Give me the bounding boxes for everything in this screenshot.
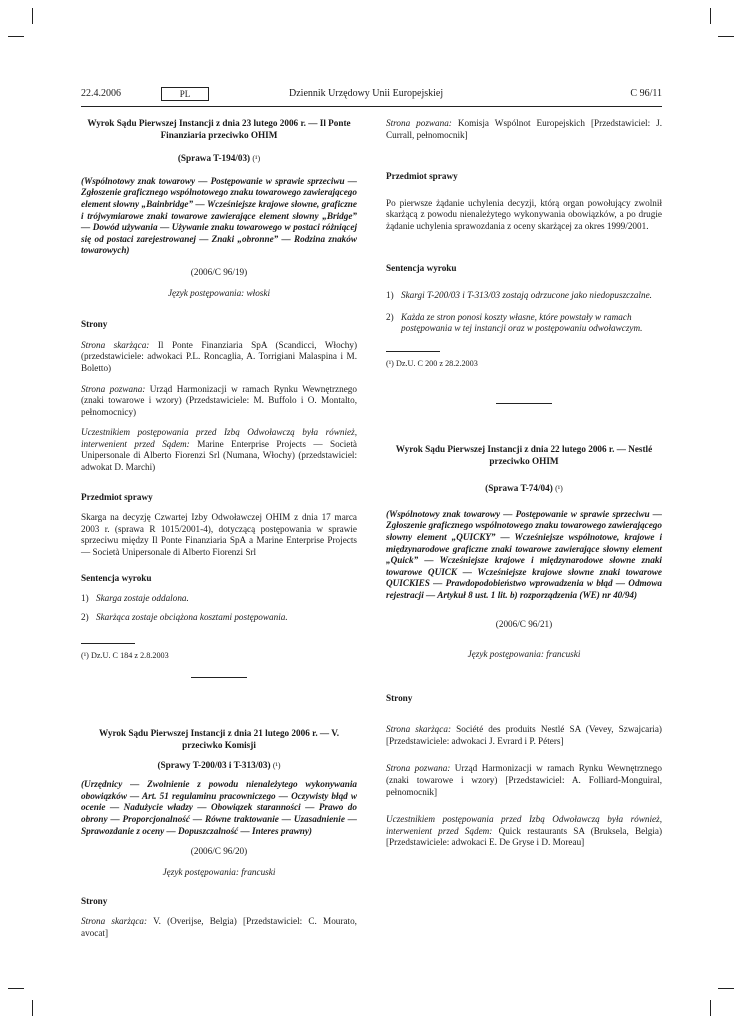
defendant: Strona pozwana: Urząd Harmonizacji w ramach Rynku Wewnętrznego (znaki towarowe i wzory) (Przedstawiciele: M. Buffolo i O. Montalto, pełnomocnicy) xyxy=(81,383,357,417)
crop-mark xyxy=(710,8,711,24)
crop-mark xyxy=(8,36,24,37)
parties-heading: Strony xyxy=(81,896,108,907)
judgment-title: Wyrok Sądu Pierwszej Instancji z dnia 21 lutego 2006 r. — V. przeciwko Komisji xyxy=(99,728,339,750)
publication-reference: (2006/C 96/19) xyxy=(190,266,248,277)
publication-reference: (2006/C 96/20) xyxy=(190,846,248,857)
language-of-case: Język postępowania: francuski xyxy=(467,649,581,660)
subject-text: Skarga na decyzję Czwartej Izby Odwoławczej OHIM z dnia 17 marca 2003 r. (sprawa R 1015/2001-4), dotyczącą postępowania w sprawie sprzeciwu między Il Ponte Finanziaria SpA a Marine Enterprise Projects — Società Unipersonale di Alberto Fiorenzi Srl xyxy=(81,512,357,558)
crop-mark xyxy=(32,8,33,24)
left-column xyxy=(81,118,357,939)
operative-heading: Sentencja wyroku xyxy=(386,262,457,273)
applicant: Strona skarżąca: V. (Overijse, Belgia) [Przedstawiciel: C. Mourato, avocat] xyxy=(81,915,357,938)
language-of-case: Język postępowania: francuski xyxy=(162,866,276,877)
subject-text: Po pierwsze żądanie uchylenia decyzji, którą organ powołujący zwolnił skarżącą z powodu nienależytego wykonywania obowiązków, a po drugie żądanie uchylenia sprawozdania z oceny skarżącej za okres 1999/2001. xyxy=(386,197,662,231)
parties-heading: Strony xyxy=(81,319,108,330)
case-keywords: (Wspólnotowy znak towarowy — Postępowanie w sprawie sprzeciwu — Zgłoszenie graficznego wspólnotowego znaku towarowego zawierającego słowny element „QUICKY” — Wcześniejsze wspólnotowe, krajowe i międzynarodowe graficzne znaki towarowe zawierające słowny element „Quick” — Wcześniejsze krajowe i międzynarodowe słowne znaki towarowe QUICK — Wcześniejsze krajowe słowne znaki towarowe QUICKIES — Prawdopodobieństwo wprowadzenia w błąd — Odmowa rejestracji — Artykuł 8 ust. 1 lit. b) rozporządzenia (WE) nr 40/94) xyxy=(386,508,662,600)
judgment-continuation xyxy=(386,118,662,369)
right-column xyxy=(386,118,662,849)
crop-mark xyxy=(8,988,24,989)
crop-mark xyxy=(718,988,734,989)
operative-heading: Sentencja wyroku xyxy=(81,572,152,583)
footnote: (¹) Dz.U. C 200 z 28.2.2003 xyxy=(386,358,478,368)
subject-heading: Przedmiot sprawy xyxy=(81,491,153,502)
judgment-title: Wyrok Sądu Pierwszej Instancji z dnia 22 lutego 2006 r. — Nestlé przeciwko OHIM xyxy=(395,443,653,466)
footnote-rule xyxy=(386,351,440,352)
applicant: Strona skarżąca: Il Ponte Finanziaria SpA (Scandicci, Włochy) (przedstawiciele: adwokaci P.L. Roncaglia, A. Torrigiani Malaspina i M. Boletto) xyxy=(81,339,358,373)
case-number: (Sprawa T-194/03) (¹) xyxy=(177,153,261,164)
crop-mark xyxy=(32,1000,33,1016)
judgment-block xyxy=(81,728,357,939)
language-badge: PL xyxy=(161,87,209,101)
applicant: Strona skarżąca: Société des produits Nestlé SA (Vevey, Szwajcaria) [Przedstawiciele: adwokaci J. Evrard i P. Péters] xyxy=(386,724,662,746)
page-number: C 96/11 xyxy=(630,88,662,99)
language-of-case: Język postępowania: włoski xyxy=(167,287,271,298)
publication-reference: (2006/C 96/21) xyxy=(495,619,553,630)
operative-item: 1) Skarga zostaje oddalona. xyxy=(81,593,189,604)
separator xyxy=(191,677,247,678)
case-number: (Sprawy T-200/03 i T-313/03) (¹) xyxy=(157,759,281,770)
journal-title: Dziennik Urzędowy Unii Europejskiej xyxy=(289,88,444,99)
judgment-block xyxy=(81,118,357,661)
judgment-block xyxy=(386,444,662,849)
footnote-rule xyxy=(81,643,135,644)
parties-heading: Strony xyxy=(386,692,413,703)
header-rule xyxy=(81,106,662,107)
defendant: Strona pozwana: Komisja Wspólnot Europejskich [Przedstawiciel: J. Currall, pełnomocnik] xyxy=(386,118,662,140)
page-header xyxy=(81,88,662,104)
crop-mark xyxy=(718,36,734,37)
intervener: Uczestnikiem postępowania przed Izbą Odwoławczą była również, interwenient przed Sądem: Quick restaurants SA (Bruksela, Belgia) [Przedstawiciele: adwokaci E. De Gryse i D. Moreau] xyxy=(386,814,663,848)
footnote: (¹) Dz.U. C 184 z 2.8.2003 xyxy=(81,651,169,661)
case-number: (Sprawa T-74/04) (¹) xyxy=(485,483,563,494)
subject-heading: Przedmiot sprawy xyxy=(386,171,458,182)
case-keywords: (Wspólnotowy znak towarowy — Postępowanie w sprawie sprzeciwu — Zgłoszenie graficznego wspólnotowego znaku towarowego zawierającego element słowny „Bainbridge” — Wcześniejsze krajowe słowne, graficzne i trójwymiarowe znaki towarowe zawierające element słowny „Bridge” — Dowód używania — Używanie znaku towarowego w postaci różniącej się od postaci zarejestrowanej — Znaki „obronne” — Rodzina znaków towarowych) xyxy=(81,175,357,256)
case-keywords: (Urzędnicy — Zwolnienie z powodu nienależytego wykonywania obowiązków — Art. 51 regulaminu pracowniczego — Oczywisty błąd w ocenie — Nadużycie władzy — Obowiązek staranności — Prawo do obrony — Proporcjonalność — Równe traktowanie — Uzasadnienie — Sprawozdanie z oceny — Dopuszczalność — Interes prawny) xyxy=(81,779,357,836)
header-date: 22.4.2006 xyxy=(81,88,121,99)
operative-item: 2) Skarżąca zostaje obciążona kosztami postępowania. xyxy=(81,611,288,622)
operative-item: 1) Skargi T-200/03 i T-313/03 zostają odrzucone jako niedopuszczalne. xyxy=(386,290,652,301)
operative-item: 2) Każda ze stron ponosi koszty własne, które powstały w ramach postępowania w tej instancji oraz w postępowaniu odwoławczym. xyxy=(386,311,643,334)
crop-mark xyxy=(710,1000,711,1016)
judgment-title: Wyrok Sądu Pierwszej Instancji z dnia 23 lutego 2006 r. — Il Ponte Finanziaria przeciwko OHIM xyxy=(87,118,351,140)
separator xyxy=(496,403,552,404)
intervener: Uczestnikiem postępowania przed Izbą Odwoławczą była również, interwenient przed Sądem: Marine Enterprise Projects — Società Unipersonale di Alberto Fiorenzi Srl (Numana, Włochy) (przedstawiciel: adwokat D. Marchi) xyxy=(81,427,357,473)
defendant: Strona pozwana: Urząd Harmonizacji w ramach Rynku Wewnętrznego (znaki towarowe i wzory) [Przedstawiciel: A. Folliard-Monguiral, pełnomocnik] xyxy=(386,763,662,797)
